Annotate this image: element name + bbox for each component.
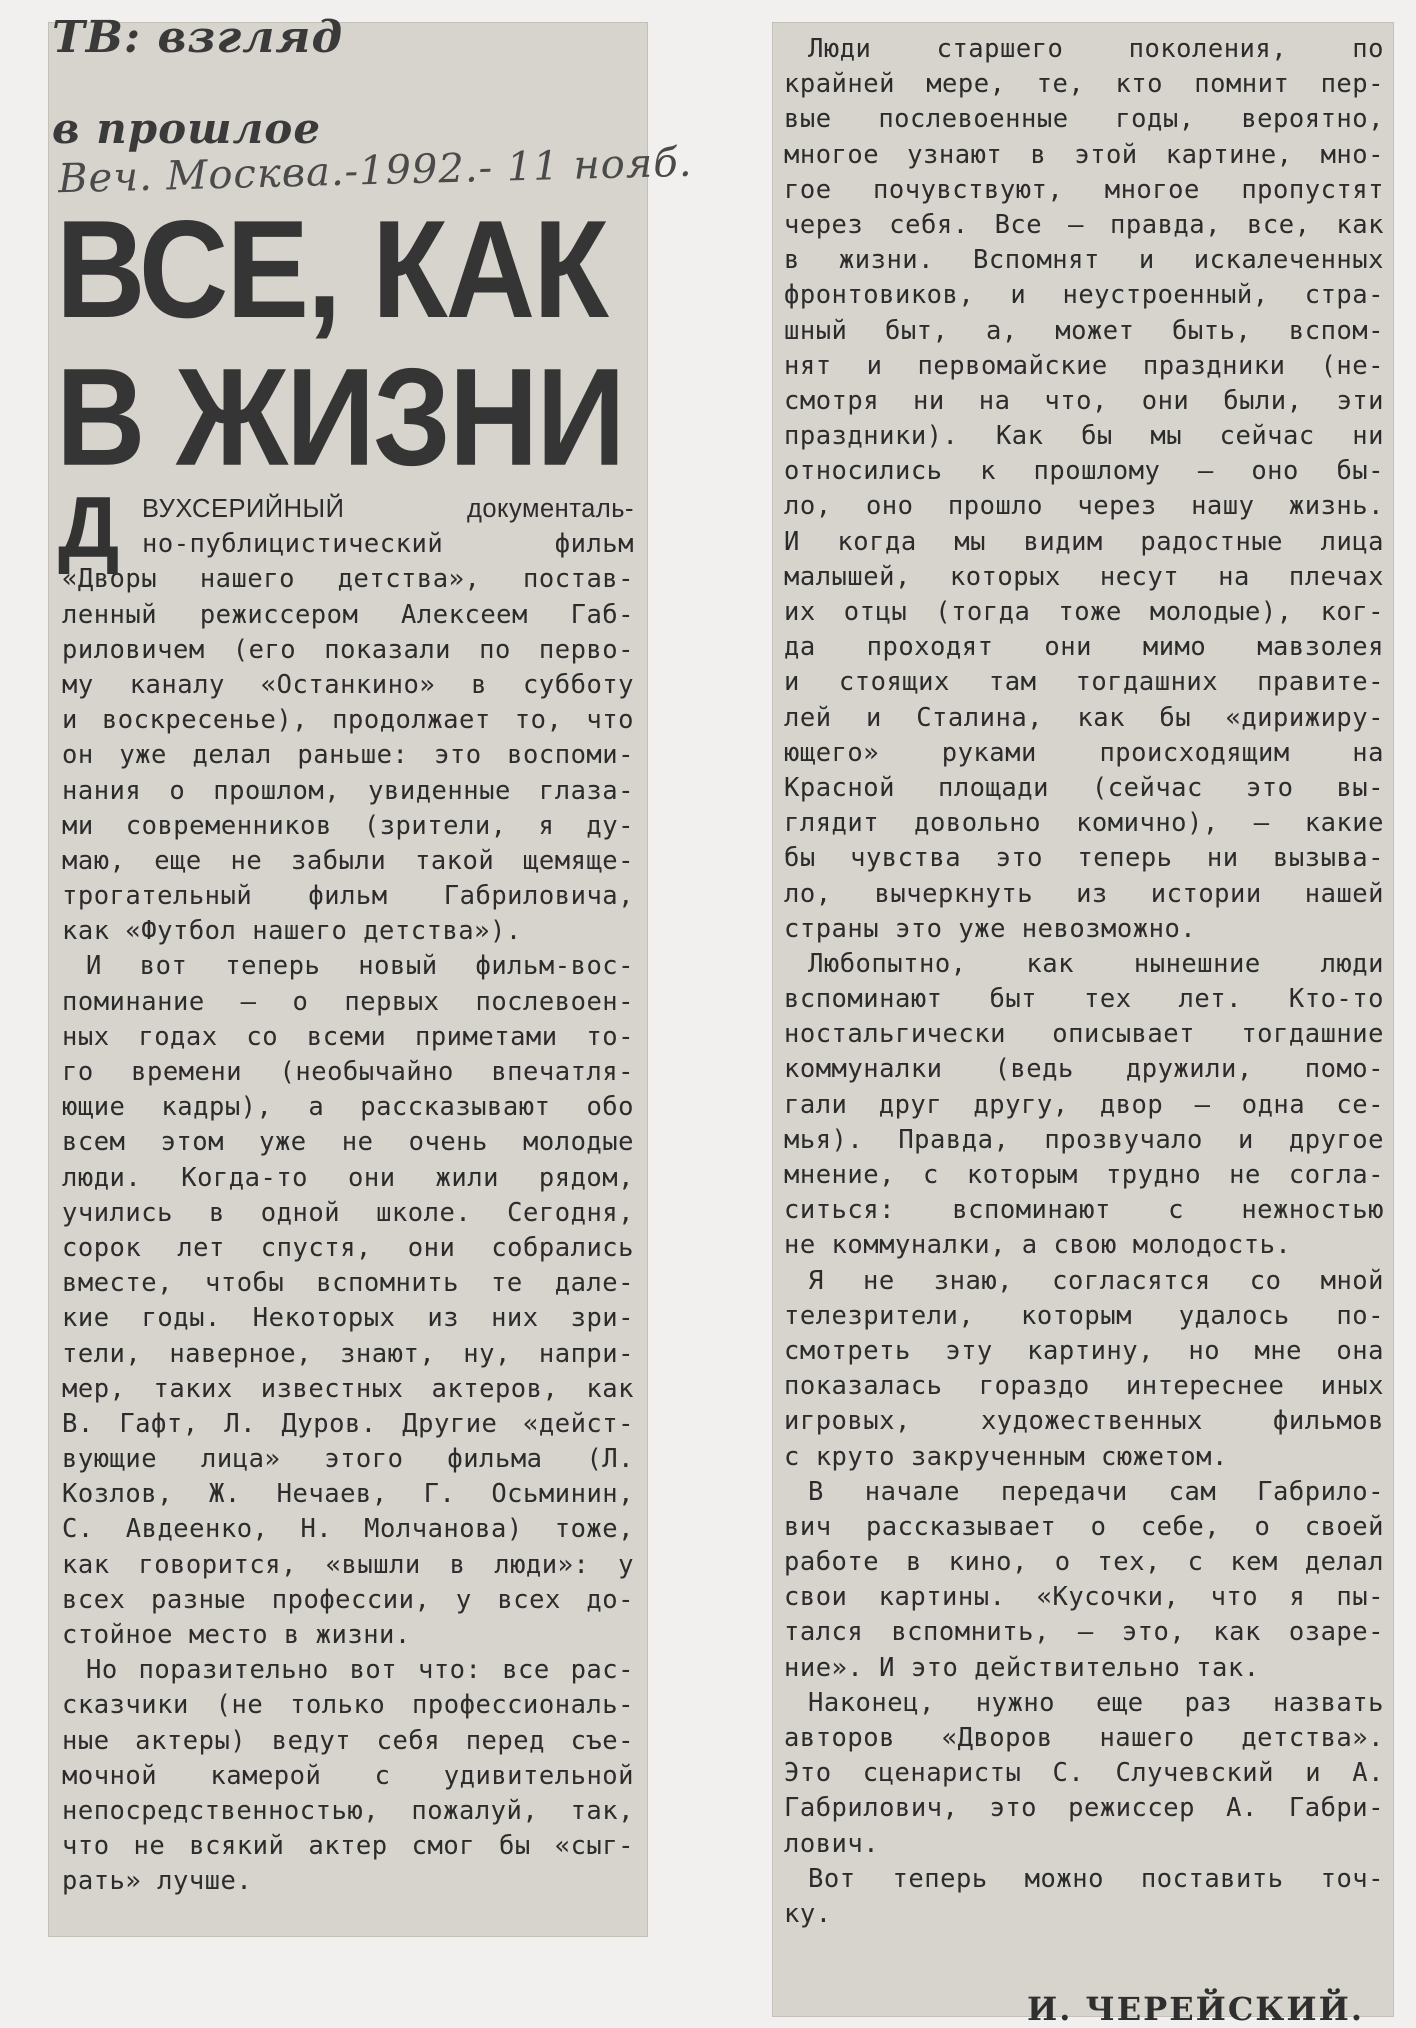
text-line: свои картины. «Кусочки, что я пы- <box>784 1582 1384 1613</box>
text-line: ющие кадры), а рассказывают обо <box>62 1092 634 1123</box>
text-line: ние». И это действительно так. <box>784 1652 1260 1683</box>
text-line: рать» лучше. <box>62 1866 253 1897</box>
text-line: Вот теперь можно поставить точ- <box>808 1863 1384 1894</box>
text-line: Габрилович, это режиссер А. Габри- <box>784 1793 1384 1824</box>
text-line: В. Гафт, Л. Дуров. Другие «дейст- <box>62 1408 634 1439</box>
text-line: ло, оно прошло через нашу жизнь. <box>784 491 1384 522</box>
text-line: он уже делал раньше: это воспоми- <box>62 740 634 771</box>
text-line: глядит довольно комично), — какие <box>784 808 1384 839</box>
headline-line-2: В ЖИЗНИ <box>56 340 624 496</box>
text-line: авторов «Дворов нашего детства». <box>784 1723 1384 1753</box>
text-line: вич рассказывает о себе, о своей <box>784 1511 1384 1542</box>
text-line: ло, вычеркнуть из истории нашей <box>784 878 1384 909</box>
text-line: маю, еще не забыли такой щемяще- <box>62 845 634 876</box>
text-line: го времени (необычайно впечатля- <box>62 1057 634 1087</box>
text-line: всем этом уже не очень молодые <box>62 1127 634 1158</box>
text-line: вующие лица» этого фильма (Л. <box>62 1444 634 1475</box>
text-line: не коммуналки, а свою молодость. <box>784 1230 1292 1261</box>
text-line: ми современников (зрители, я ду- <box>62 810 634 841</box>
paragraph-r1 <box>784 32 1384 947</box>
text-line: их отцы (тогда тоже молодые), ког- <box>784 597 1384 627</box>
text-line: гое почувствуют, многое пропустят <box>784 174 1384 205</box>
lead-paragraph <box>58 480 634 949</box>
text-line: смотреть эту картину, но мне она <box>784 1335 1384 1366</box>
text-line: но-публицистический фильм <box>142 529 634 560</box>
paragraph-r6 <box>784 1862 1384 1932</box>
text-line: непосредственностью, пожалуй, так, <box>62 1795 634 1826</box>
text-line: смотря ни на что, они были, эти <box>784 385 1384 416</box>
paragraph-r2 <box>784 947 1384 1264</box>
drop-cap: Д <box>58 480 120 576</box>
text-line: многое узнают в этой картине, мно- <box>784 139 1384 170</box>
text-line: с круто закрученным сюжетом. <box>784 1441 1228 1472</box>
text-line: Это сценаристы С. Случевский и А. <box>784 1758 1384 1789</box>
text-line: «Дворы нашего детства», постав- <box>62 564 634 595</box>
text-line: мья). Правда, прозвучало и другое <box>784 1124 1384 1155</box>
text-line: тался вспомнить, — это, как озаре- <box>784 1617 1384 1648</box>
text-line: шный быт, а, может быть, вспом- <box>784 315 1384 346</box>
rubric-line-1: ТВ: взгляд <box>52 12 344 63</box>
text-line: вспоминают быт тех лет. Кто-то <box>784 984 1384 1015</box>
text-line: телезрители, которым удалось по- <box>784 1300 1384 1331</box>
text-line: всех разные профессии, у всех до- <box>62 1584 634 1615</box>
paragraph-3 <box>62 1653 634 1899</box>
text-line: Любопытно, как нынешние люди <box>808 948 1384 979</box>
text-line: стойное место в жизни. <box>62 1620 411 1650</box>
handwritten-date-note: Веч. Москва.-1992.- 11 нояб. <box>57 139 693 203</box>
text-line: малышей, которых несут на плечах <box>784 561 1384 592</box>
text-line: гали друг другу, двор — одна се- <box>784 1089 1384 1120</box>
text-line: сказчики (не только профессиональ- <box>62 1690 634 1721</box>
text-line: да проходят они мимо мавзолея <box>784 632 1384 663</box>
text-line: тели, наверное, знают, ну, напри- <box>62 1338 634 1369</box>
text-line: Я не знаю, согласятся со мной <box>808 1265 1384 1296</box>
paragraph-r3 <box>784 1264 1384 1475</box>
text-line: ющего» руками происходящим на <box>784 737 1384 768</box>
text-line: в жизни. Вспомнят и искалеченных <box>784 245 1384 276</box>
text-line: И вот теперь новый фильм-вос- <box>86 951 634 982</box>
headline-line-1: ВСЕ, КАК <box>56 192 607 348</box>
text-line: В начале передачи сам Габрило- <box>808 1476 1384 1507</box>
paragraph-r5 <box>784 1686 1384 1862</box>
text-line: Но поразительно вот что: все рас- <box>86 1655 634 1686</box>
text-line: С. Авдеенко, Н. Молчанова) тоже, <box>62 1514 634 1545</box>
text-line: как «Футбол нашего детства»). <box>62 916 522 947</box>
right-article-column <box>784 32 1384 1932</box>
text-line: сорок лет спустя, они собрались <box>62 1232 634 1263</box>
text-line: лей и Сталина, как бы «дирижиру- <box>784 702 1384 733</box>
text-line: ные актеры) ведут себя перед съе- <box>62 1725 634 1756</box>
paragraph-2 <box>62 949 634 1653</box>
text-line: И когда мы видим радостные лица <box>784 526 1384 557</box>
rubric-line-2: в прошлое <box>52 104 322 153</box>
lead-lines <box>62 492 634 949</box>
text-line: бы чувства это теперь ни вызыва- <box>784 843 1384 874</box>
author-signature: И. ЧЕРЕЙСКИЙ. <box>1027 1990 1364 2028</box>
text-line: вые послевоенные годы, вероятно, <box>784 104 1384 135</box>
text-line: нания о прошлом, увиденные глаза- <box>62 775 634 806</box>
text-line: и стоящих там тогдашних правите- <box>784 667 1384 698</box>
text-line: вместе, чтобы вспомнить те дале- <box>62 1268 634 1299</box>
text-line: мер, таких известных актеров, как <box>62 1373 634 1404</box>
paragraph-r4 <box>784 1475 1384 1686</box>
text-line: и воскресенье), продолжает то, что <box>62 705 634 736</box>
text-line: как говорится, «вышли в люди»: у <box>62 1549 634 1580</box>
text-line: ВУХСЕРИЙНЫЙ документаль- <box>142 495 634 523</box>
text-line: страны это уже невозможно. <box>784 913 1197 944</box>
text-line: ностальгически описывает тогдашние <box>784 1019 1384 1050</box>
text-line: люди. Когда-то они жили рядом, <box>62 1162 634 1193</box>
text-line: риловичем (его показали по перво- <box>62 634 634 665</box>
text-line: трогательный фильм Габриловича, <box>62 881 634 912</box>
text-line: что не всякий актер смог бы «сыг- <box>62 1831 634 1862</box>
text-line: кие годы. Некоторых из них зри- <box>62 1303 634 1334</box>
text-line: Козлов, Ж. Нечаев, Г. Осьминин, <box>62 1479 634 1510</box>
text-line: Красной площади (сейчас это вы- <box>784 772 1384 803</box>
left-article-column <box>58 480 634 1900</box>
text-line: ных годах со всеми приметами то- <box>62 1021 634 1052</box>
text-line: мнение, с которым трудно не согла- <box>784 1160 1384 1190</box>
text-line: учились в одной школе. Сегодня, <box>62 1197 634 1228</box>
text-line: относились к прошлому — оно бы- <box>784 456 1384 487</box>
text-line: Наконец, нужно еще раз назвать <box>808 1687 1384 1718</box>
text-line: работе в кино, о тех, с кем делал <box>784 1547 1384 1578</box>
text-line: игровых, художественных фильмов <box>784 1406 1384 1437</box>
headline <box>56 192 636 496</box>
text-line: коммуналки (ведь дружили, помо- <box>784 1054 1384 1085</box>
text-line: Люди старшего поколения, по <box>808 34 1384 64</box>
text-line: ленный режиссером Алексеем Габ- <box>62 599 634 630</box>
text-line: крайней мере, те, кто помнит пер- <box>784 69 1384 100</box>
text-line: показалась гораздо интереснее иных <box>784 1371 1384 1402</box>
text-line: нят и первомайские праздники (не- <box>784 350 1384 381</box>
text-line: через себя. Все — правда, все, как <box>784 209 1384 240</box>
text-line: му каналу «Останкино» в субботу <box>62 669 634 700</box>
text-line: поминание — о первых послевоен- <box>62 986 634 1017</box>
text-line: ситься: вспоминают с нежностью <box>784 1195 1384 1226</box>
text-line: праздники). Как бы мы сейчас ни <box>784 421 1384 452</box>
text-line: мочной камерой с удивительной <box>62 1760 634 1791</box>
text-line: фронтовиков, и неустроенный, стра- <box>784 280 1384 311</box>
text-line: лович. <box>784 1828 880 1859</box>
text-line: ку. <box>784 1898 832 1929</box>
